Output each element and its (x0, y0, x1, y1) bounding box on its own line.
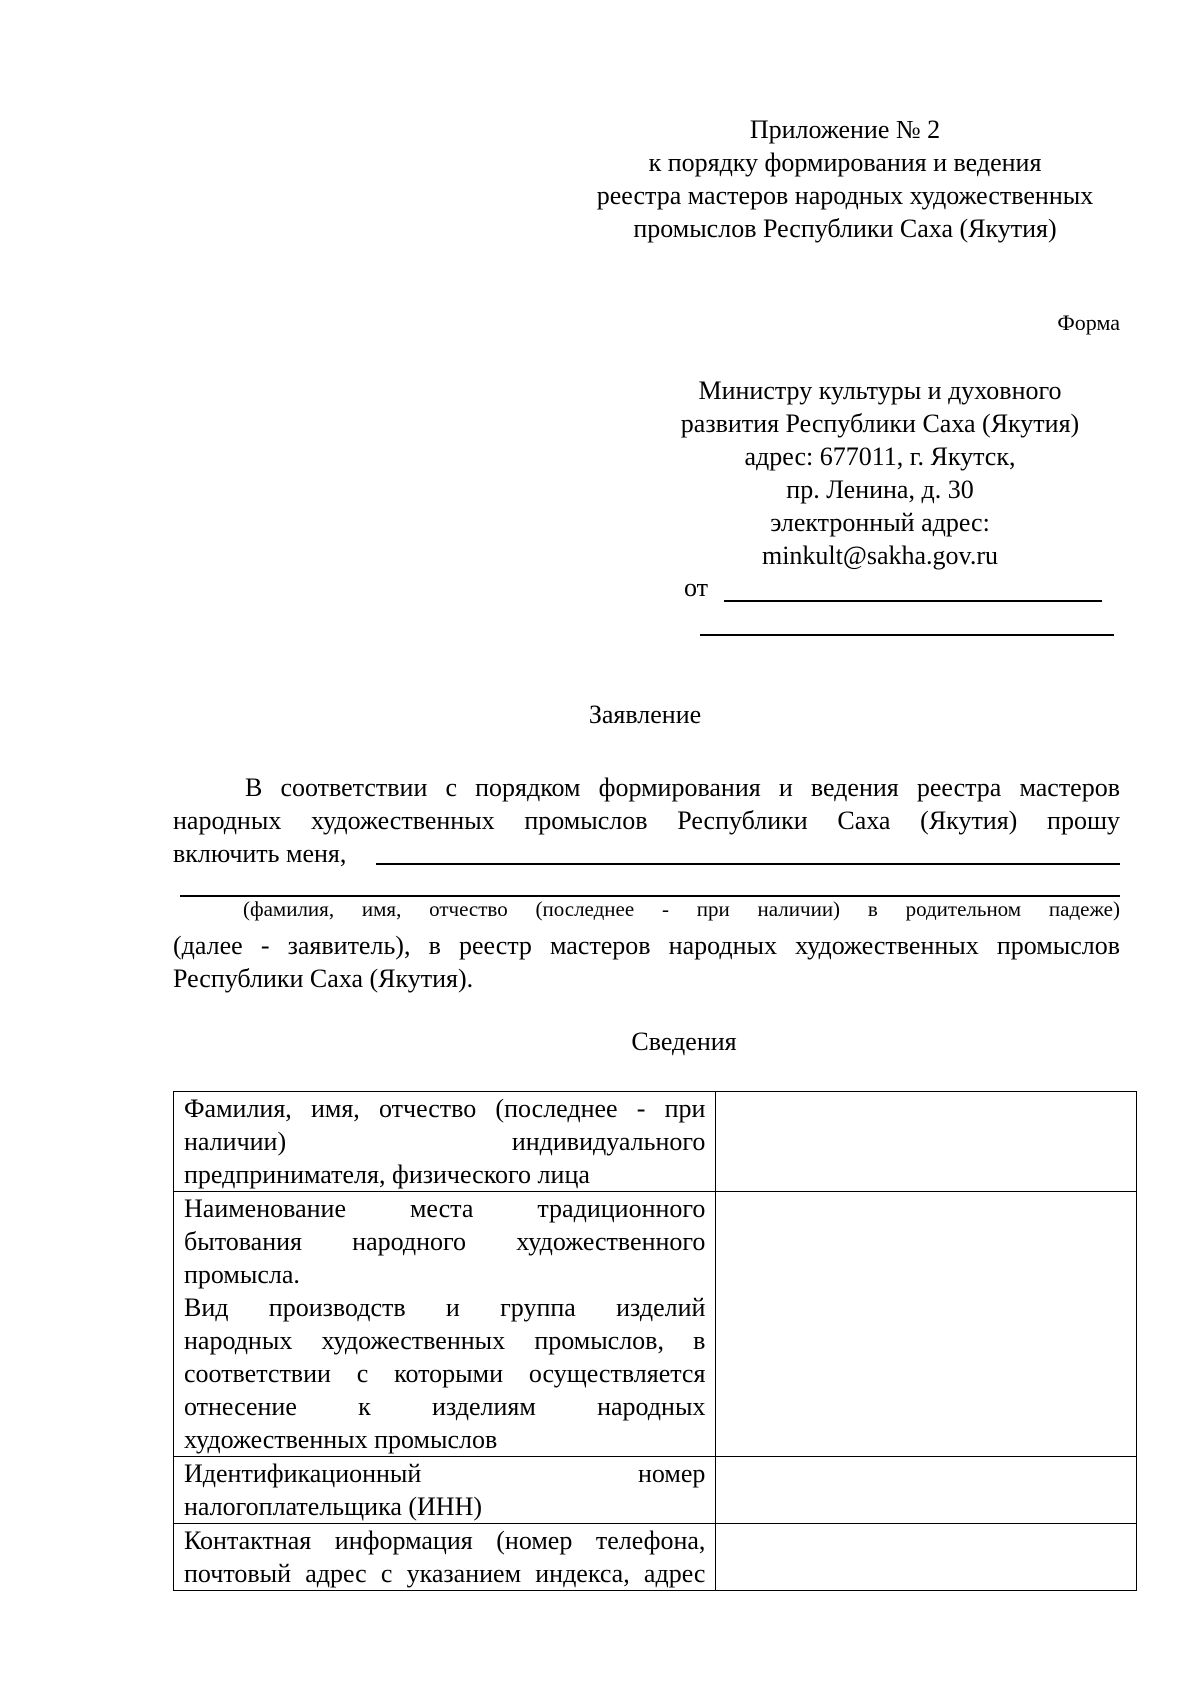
table-label-line: промысла. (184, 1260, 300, 1289)
table-label-cell (174, 1524, 716, 1591)
appendix-line: реестра мастеров народных художественных (596, 181, 1094, 210)
section-title: Сведения (631, 1027, 737, 1056)
table-value-cell[interactable] (716, 1457, 1137, 1524)
appendix-line: Приложение № 2 (749, 115, 941, 144)
table-label-line: предпринимателя, физического лица (184, 1160, 590, 1189)
appendix-header (560, 113, 1130, 245)
statement-paragraph (173, 771, 1120, 870)
statement-line: (далее - заявитель), в реестр мастеров народных художественных промыслов (173, 931, 1120, 960)
table-row (174, 1192, 1137, 1457)
statement-line: включить меня, (173, 839, 347, 868)
from-label: от (684, 573, 709, 602)
addressee-line: адрес: 677011, г. Якутск, (744, 442, 1016, 471)
table-row (174, 1092, 1137, 1192)
statement-line: В соответствии с порядком формирования и ведения реестра мастеров (245, 773, 1120, 802)
table-label-line: художественных промыслов (184, 1425, 498, 1454)
table-label-line: народных художественных промыслов, в (184, 1326, 706, 1355)
table-label-line: бытования народного художественного (184, 1227, 706, 1256)
appendix-line: к порядку формирования и ведения (648, 148, 1042, 177)
from-name-blank[interactable] (724, 600, 1102, 602)
table-label-line: налогоплательщика (ИНН) (184, 1492, 483, 1521)
addressee-email: minkult@sakha.gov.ru (761, 541, 998, 570)
info-table (173, 1091, 1137, 1591)
table-label-line: Вид производств и группа изделий (184, 1293, 706, 1322)
table-label-cell (174, 1192, 716, 1457)
addressee-line: развития Республики Саха (Якутия) (680, 409, 1080, 438)
from-name-blank-second[interactable] (700, 634, 1114, 636)
table-label-line: Идентификационный номер (184, 1459, 706, 1488)
table-value-cell[interactable] (716, 1524, 1137, 1591)
statement-line: Республики Саха (Якутия). (173, 964, 474, 993)
addressee-block (640, 374, 1120, 572)
table-label-line: Наименование места традиционного (184, 1194, 706, 1223)
table-label-line: Фамилия, имя, отчество (последнее - при (184, 1094, 706, 1123)
statement-line: народных художественных промыслов Республики Саха (Якутия) прошу (173, 806, 1120, 835)
form-label: Форма (1057, 310, 1120, 335)
table-row (174, 1457, 1137, 1524)
table-row (174, 1524, 1137, 1591)
table-label-line: Контактная информация (номер телефона, (184, 1526, 706, 1555)
table-value-cell[interactable] (716, 1092, 1137, 1192)
table-label-line: почтовый адрес с указанием индекса, адрес (184, 1559, 706, 1588)
table-label-line: соответствии с которыми осуществляется (184, 1359, 706, 1388)
document-title: Заявление (588, 700, 702, 729)
table-value-cell[interactable] (716, 1192, 1137, 1457)
statement-continuation (173, 929, 1120, 995)
addressee-line: Министру культуры и духовного (698, 376, 1062, 405)
table-label-cell (174, 1092, 716, 1192)
appendix-line: промыслов Республики Саха (Якутия) (633, 214, 1057, 243)
addressee-line: пр. Ленина, д. 30 (786, 475, 974, 504)
name-field-caption: (фамилия, имя, отчество (последнее - при наличии) в родительном падеже) (243, 897, 1120, 921)
table-label-line: отнесение к изделиям народных (184, 1392, 706, 1421)
table-label-line: наличии) индивидуального (184, 1127, 706, 1156)
table-label-cell (174, 1457, 716, 1524)
applicant-name-blank[interactable] (376, 863, 1120, 865)
addressee-line: электронный адрес: (770, 508, 990, 537)
